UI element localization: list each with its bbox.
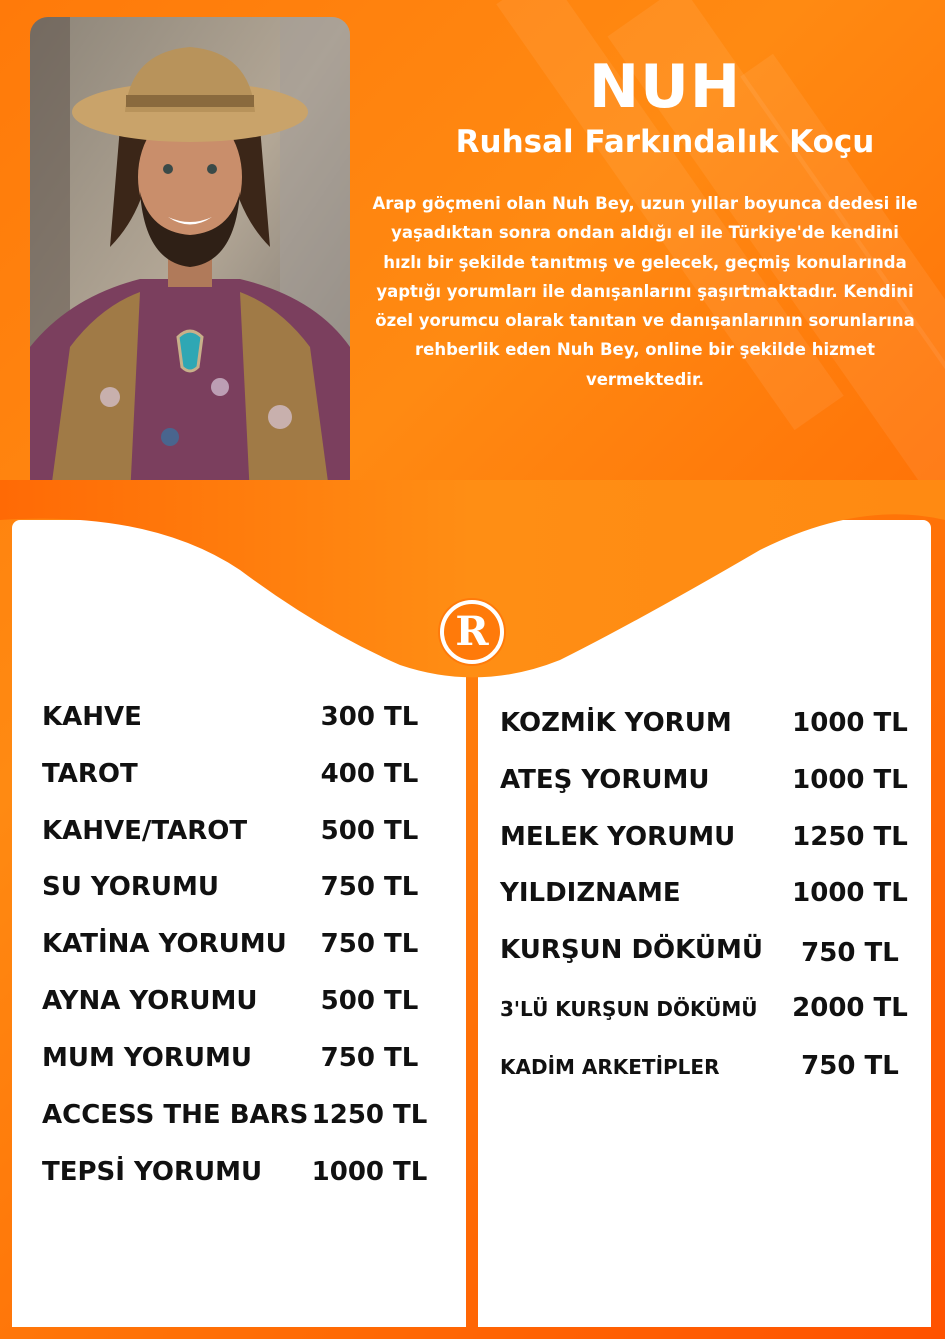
service-name: MUM YORUMU: [42, 1043, 253, 1073]
profile-bio: Arap göçmeni olan Nuh Bey, uzun yıllar boyunca dedesi ile yaşadıktan sonra ondan aldığı el ile Türkiye'de kendini hızlı bir şekilde tanıtmış ve gelecek, geçmiş konularında yaptığı yorumları ile danışanlarını şaşırtmaktadır. Kendini özel yorumcu olarak tanıtan ve danışanlarının sorunlarına rehberlik eden Nuh Bey, online bir şekilde hizmet vermektedir.: [372, 194, 918, 389]
service-price: 750 TL: [320, 872, 419, 902]
service-name: KAHVE: [42, 702, 142, 732]
service-price: 1000 TL: [792, 765, 908, 795]
service-price: 750 TL: [320, 1043, 419, 1073]
service-price: 750 TL: [320, 929, 419, 959]
profile-photo: [30, 17, 350, 497]
orange-wave: [0, 480, 945, 700]
service-price: 1000 TL: [792, 878, 908, 908]
service-name: ATEŞ YORUMU: [500, 765, 710, 795]
service-name: KURŞUN DÖKÜMÜ: [500, 935, 763, 965]
service-price: 1250 TL: [792, 822, 908, 852]
service-name: MELEK YORUMU: [500, 822, 736, 852]
service-name: KADİM ARKETİPLER: [500, 1055, 720, 1079]
service-name: AYNA YORUMU: [42, 986, 258, 1016]
service-price: 2000 TL: [792, 993, 908, 1023]
service-name: ACCESS THE BARS: [42, 1100, 309, 1130]
service-name: KATİNA YORUMU: [42, 929, 287, 959]
service-price: 400 TL: [320, 759, 419, 789]
service-price: 500 TL: [320, 986, 419, 1016]
service-name: KOZMİK YORUM: [500, 708, 732, 738]
service-price: 300 TL: [320, 702, 419, 732]
service-name: TEPSİ YORUMU: [42, 1157, 263, 1187]
service-name: KAHVE/TAROT: [42, 816, 248, 846]
service-price: 1000 TL: [311, 1157, 428, 1187]
brand-logo: R: [440, 600, 504, 664]
profile-title: Ruhsal Farkındalık Koçu: [455, 124, 875, 160]
service-price: 500 TL: [320, 816, 419, 846]
service-price: 750 TL: [801, 1051, 899, 1081]
service-price: 750 TL: [801, 938, 899, 968]
service-price: 1000 TL: [792, 708, 908, 738]
service-price: 1250 TL: [311, 1100, 428, 1130]
profile-name: NUH: [588, 52, 742, 122]
service-name: 3'LÜ KURŞUN DÖKÜMÜ: [500, 997, 758, 1021]
service-name: TAROT: [42, 759, 138, 789]
service-name: YILDIZNAME: [500, 878, 681, 908]
service-name: SU YORUMU: [42, 872, 220, 902]
